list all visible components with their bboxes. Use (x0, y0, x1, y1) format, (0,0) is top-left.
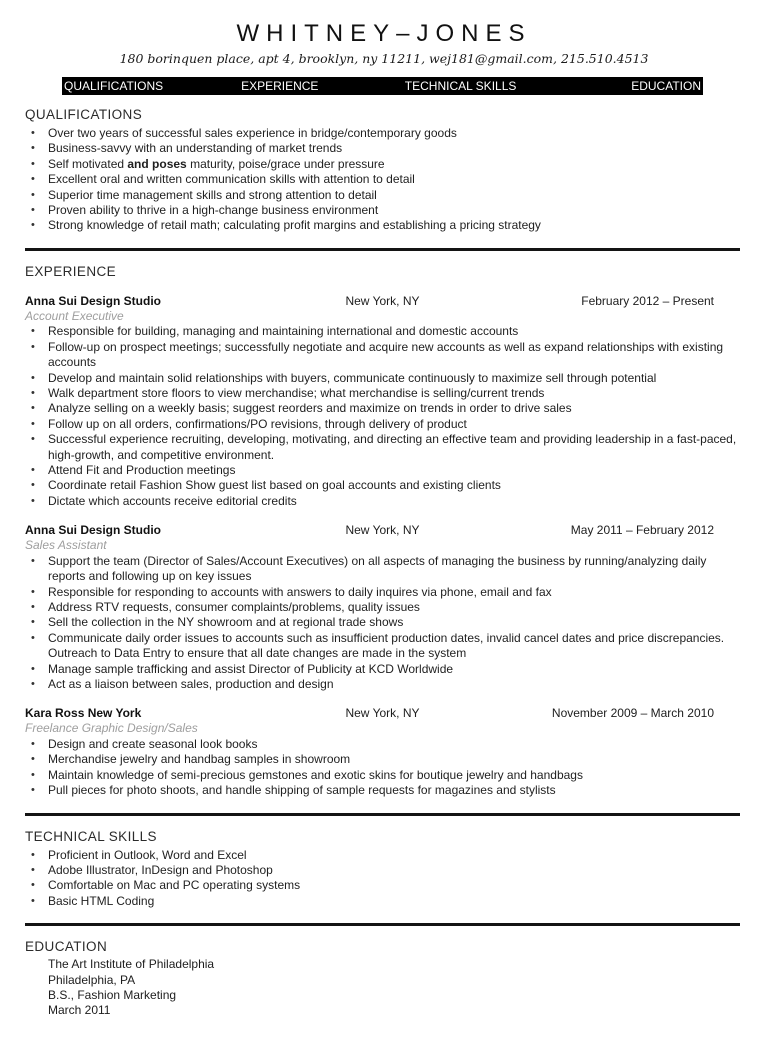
bullet-item: • Superior time management skills and strong attention to detail (25, 188, 740, 203)
education-detail-list (25, 957, 740, 1019)
bullet-item: • Address RTV requests, consumer complaints/problems, quality issues (25, 600, 740, 615)
bullet-item: • Maintain knowledge of semi-precious gemstones and exotic skins for boutique jewelry and handbags (25, 768, 740, 783)
bullet-item: • Successful experience recruiting, developing, motivating, and directing an effective team and providing leadership in a fast-paced, high-growth, and competitive environment. (25, 432, 740, 463)
education-line: Philadelphia, PA (48, 972, 136, 987)
experience-heading: EXPERIENCE (25, 263, 117, 279)
job-bullet-list (25, 324, 740, 509)
job-header (25, 706, 740, 721)
bullet-item: • Excellent oral and written communication skills with attention to detail (25, 172, 740, 187)
job-bullet-list (25, 737, 740, 799)
bullet-item: • Analyze selling on a weekly basis; suggest reorders and maximize on trends in order to drive sales (25, 401, 740, 416)
section-divider (25, 813, 740, 816)
bullet-item: • Business-savvy with an understanding of market trends (25, 141, 740, 156)
bullet-item: • Follow-up on prospect meetings; successfully negotiate and acquire new accounts as well as expand relationships with existing accounts (25, 340, 740, 371)
job-location: New York, NY (345, 293, 420, 308)
job-title: Freelance Graphic Design/Sales (25, 721, 198, 736)
company-name: Kara Ross New York (25, 706, 142, 721)
bullet-item: • Proven ability to thrive in a high-change business environment (25, 203, 740, 218)
bullet-item: • Comfortable on Mac and PC operating systems (25, 878, 740, 893)
bullet-item: • Support the team (Director of Sales/Account Executives) on all aspects of managing the business by running/analyzing daily reports and following up on key issues (25, 554, 740, 585)
bullet-item: • Follow up on all orders, confirmations/PO revisions, through delivery of product (25, 417, 740, 432)
bullet-item: • Over two years of successful sales experience in bridge/contemporary goods (25, 126, 740, 141)
bullet-item: • Attend Fit and Production meetings (25, 463, 740, 478)
company-name: Anna Sui Design Studio (25, 293, 162, 308)
technical-skills-heading: TECHNICAL SKILLS (25, 828, 157, 844)
qualifications-heading: QUALIFICATIONS (25, 107, 143, 122)
section-nav-bar (62, 77, 703, 95)
education-line: B.S., Fashion Marketing (48, 987, 177, 1002)
bullet-item: • Responsible for responding to accounts with answers to daily inquires via phone, email and fax (25, 585, 740, 600)
job-dates: February 2012 – Present (581, 293, 714, 308)
bullet-item: • Walk department store floors to view merchandise; what merchandise is selling/current trends (25, 386, 740, 401)
job-dates: November 2009 – March 2010 (551, 706, 714, 721)
job-entry (25, 706, 740, 798)
nav-item: EDUCATION (631, 79, 701, 93)
bullet-item: • Adobe Illustrator, InDesign and Photoshop (25, 863, 740, 878)
job-list (25, 294, 740, 799)
job-dates: May 2011 – February 2012 (570, 523, 714, 538)
section-divider (25, 923, 740, 926)
job-bullet-list (25, 554, 740, 693)
bullet-item: • Coordinate retail Fashion Show guest list based on goal accounts and existing clients (25, 478, 740, 493)
qualifications-bullet-list (25, 126, 740, 234)
job-header (25, 523, 740, 538)
technical-skills-section (25, 829, 740, 910)
resume-body (0, 107, 768, 1039)
nav-item: TECHNICAL SKILLS (404, 79, 517, 93)
bullet-item: • Act as a liaison between sales, production and design (25, 677, 740, 692)
section-divider (25, 248, 740, 251)
bullet-item: • Manage sample trafficking and assist Director of Publicity at KCD Worldwide (25, 662, 740, 677)
bullet-item: • Merchandise jewelry and handbag samples in showroom (25, 752, 740, 767)
job-location: New York, NY (345, 706, 420, 721)
job-location: New York, NY (345, 523, 420, 538)
bullet-item: • Pull pieces for photo shoots, and handle shipping of sample requests for magazines and stylists (25, 783, 740, 798)
qualifications-section (25, 107, 740, 234)
bullet-item: • Basic HTML Coding (25, 894, 740, 909)
bullet-item: • Strong knowledge of retail math; calculating profit margins and establishing a pricing strategy (25, 218, 740, 233)
job-entry (25, 294, 740, 509)
bullet-item: • Develop and maintain solid relationships with buyers, communicate continuously to maximize sell through potential (25, 371, 740, 386)
technical-skills-bullet-list (25, 848, 740, 910)
nav-item: QUALIFICATIONS (64, 79, 164, 93)
contact-line: 180 borinquen place, apt 4, brooklyn, ny 11211, wej181@gmail.com, 215.510.4513 (119, 51, 649, 66)
job-header (25, 294, 740, 309)
bullet-item: • Design and create seasonal look books (25, 737, 740, 752)
job-title: Account Executive (25, 308, 124, 323)
person-name: WHITNEY–JONES (236, 20, 532, 47)
education-section (25, 939, 740, 1039)
company-name: Anna Sui Design Studio (25, 523, 162, 538)
education-line: March 2011 (48, 1003, 111, 1018)
education-heading: EDUCATION (25, 939, 108, 955)
job-entry (25, 523, 740, 692)
job-title: Sales Assistant (25, 538, 107, 553)
nav-item: EXPERIENCE (241, 79, 319, 93)
bullet-item: • Responsible for building, managing and maintaining international and domestic accounts (25, 324, 740, 339)
bullet-item: • Dictate which accounts receive editorial credits (25, 494, 740, 509)
resume-header (0, 0, 768, 66)
bullet-item: • Sell the collection in the NY showroom and at regional trade shows (25, 615, 740, 630)
bullet-item: • Self motivated and poses maturity, poise/grace under pressure (25, 157, 740, 172)
education-line: The Art Institute of Philadelphia (48, 957, 215, 972)
bullet-item: • Communicate daily order issues to accounts such as insufficient production dates, invalid cancel dates and price discrepancies. Outreach to Data Entry to ensure that all date changes are made in the system (25, 631, 740, 662)
bullet-item: • Proficient in Outlook, Word and Excel (25, 848, 740, 863)
experience-section (25, 264, 740, 799)
